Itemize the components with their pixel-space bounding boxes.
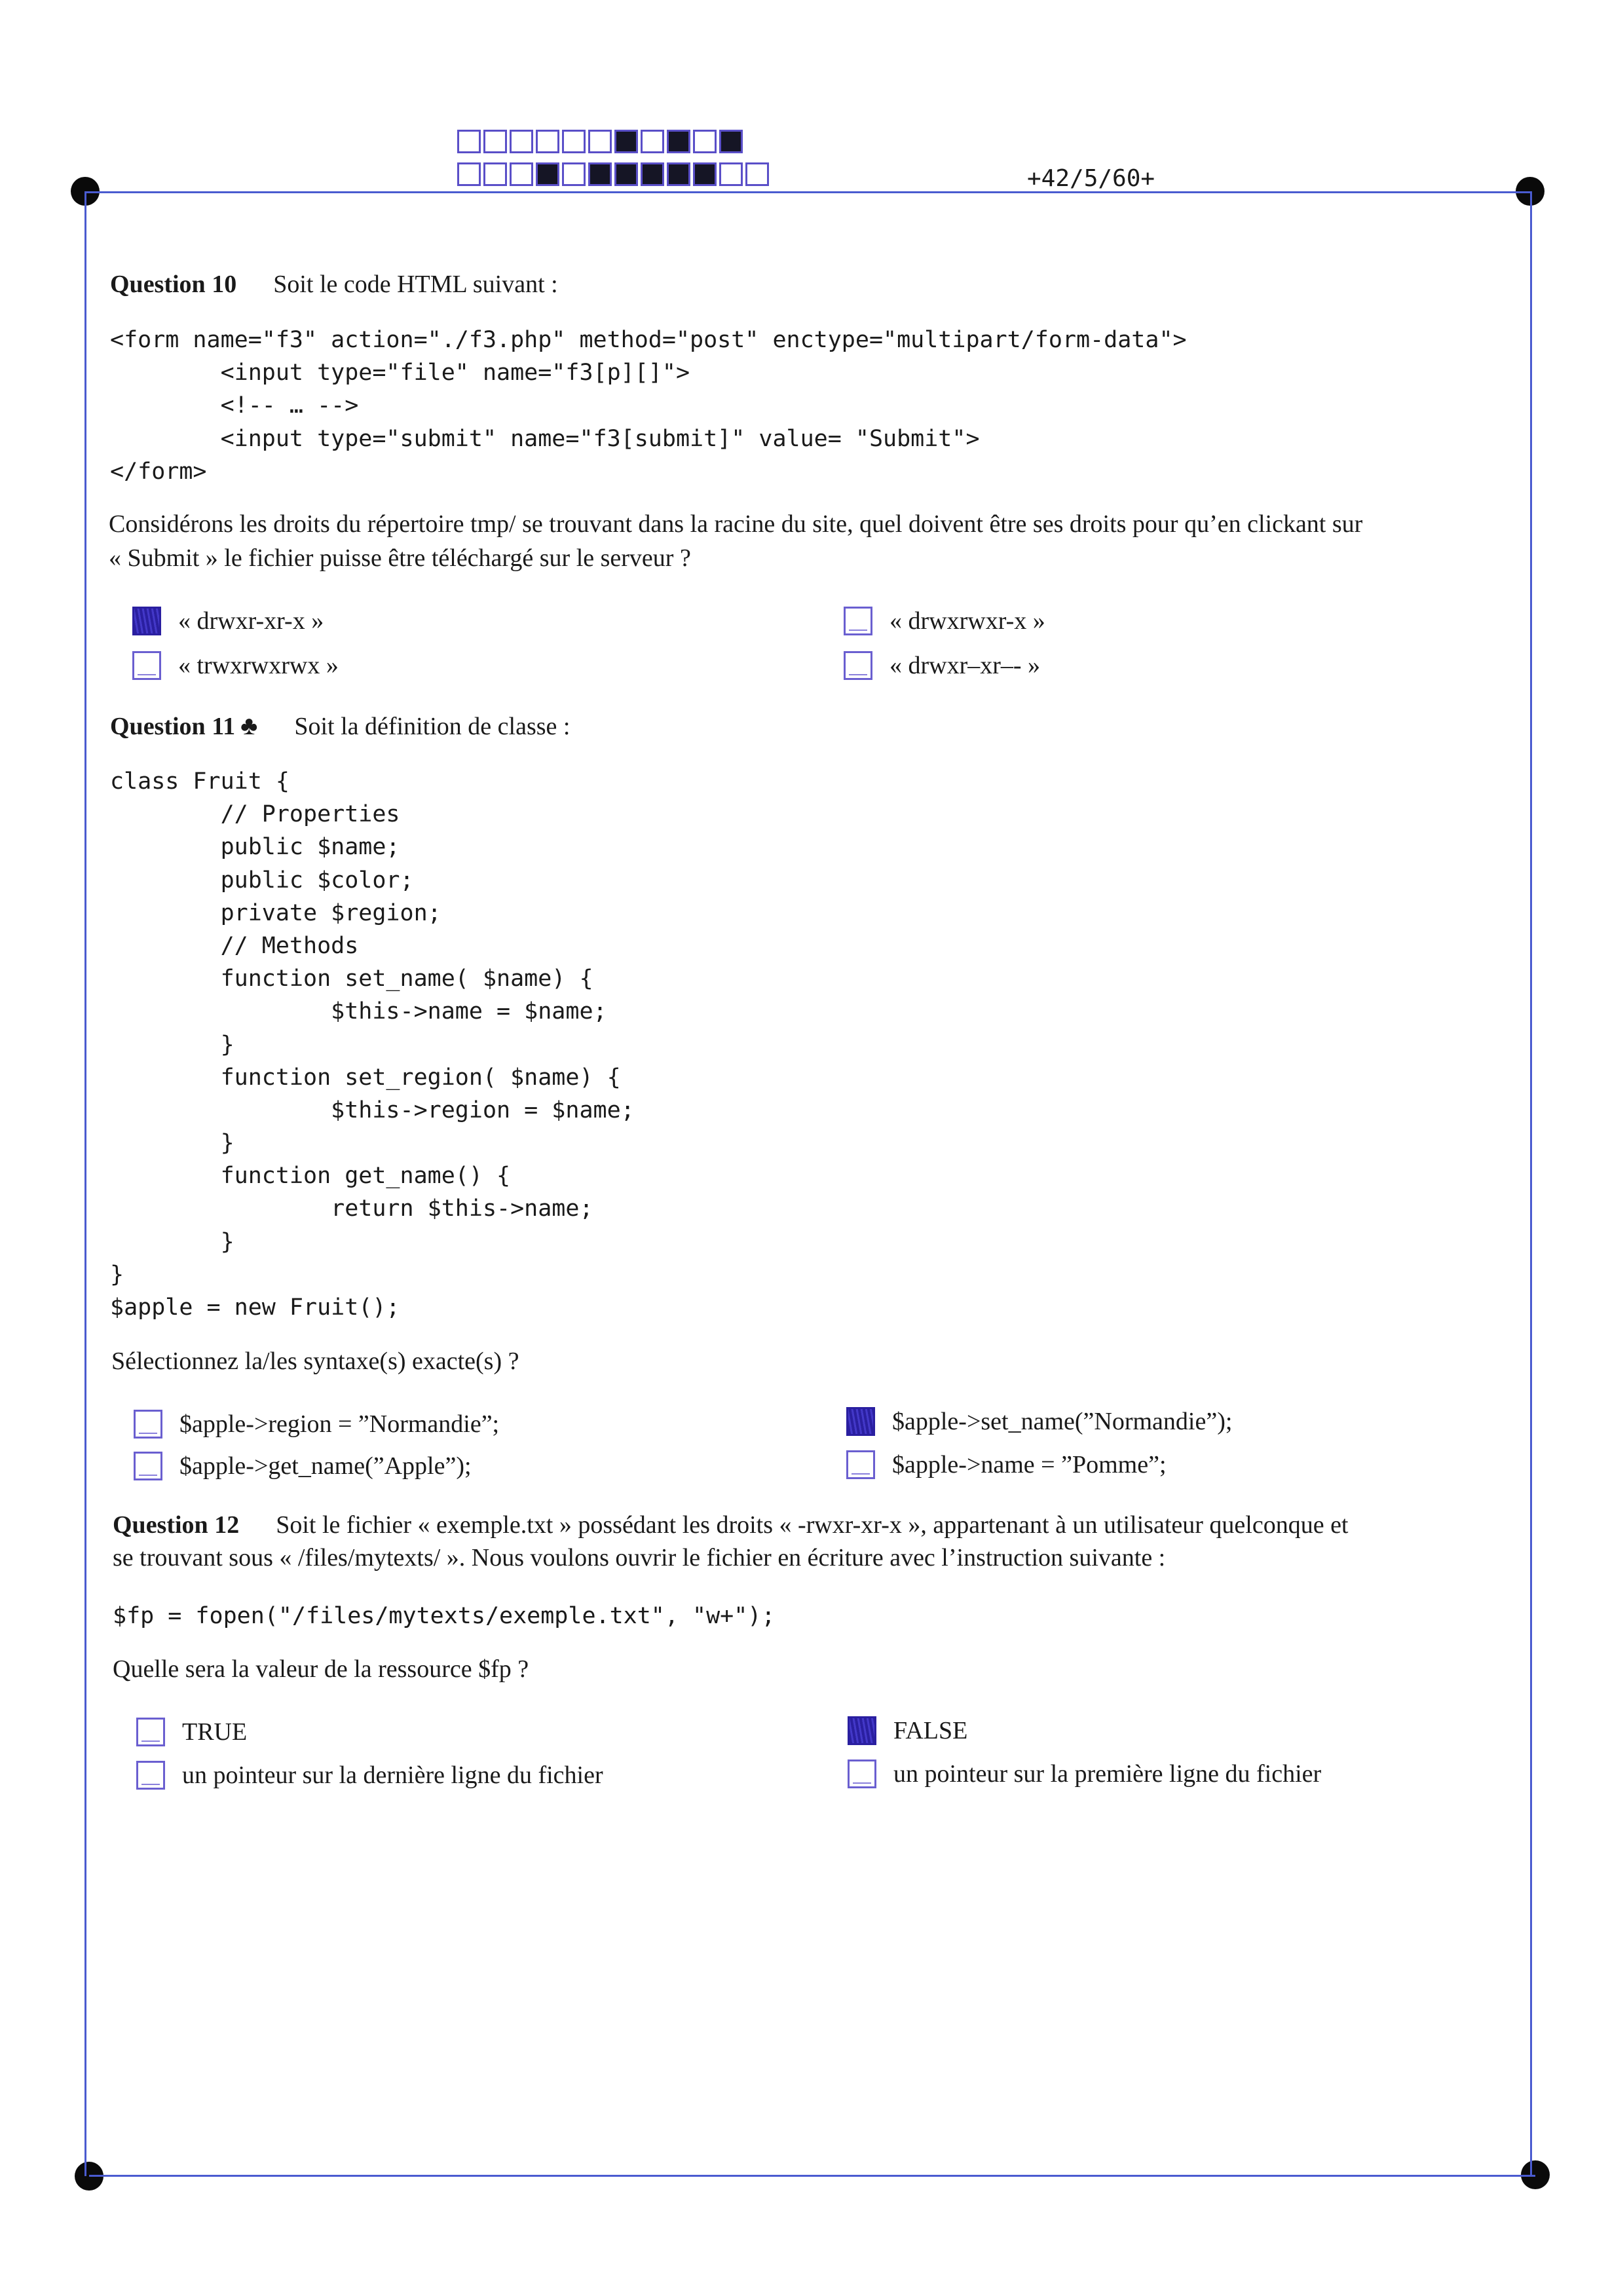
id-cell [667,130,690,153]
code-line: $this->region = $name; [110,1097,635,1123]
q10-choice-b[interactable] [844,607,1045,635]
choice-label: un pointeur sur la première ligne du fichier [893,1760,1322,1788]
id-cell [667,162,690,186]
code-line: $this->name = $name; [110,998,607,1025]
checkbox[interactable] [848,1716,876,1745]
id-grid-row-1 [457,130,745,153]
question-label: Question 10 [110,271,237,298]
code-line: $fp = fopen("/files/mytexts/exemple.txt", "w+"); [113,1603,776,1629]
question-11-heading [110,709,570,743]
choice-label: TRUE [182,1718,248,1746]
code-line: function set_region( $name) { [110,1064,621,1091]
choice-label: « drwxr-xr-x » [178,607,324,635]
id-cell [614,130,638,153]
code-line: function set_name( $name) { [110,966,593,992]
code-line: // Properties [110,801,400,828]
question-10-body-line-2: « Submit » le fichier puisse être téléchargé sur le serveur ? [109,544,691,572]
code-line: return $this->name; [110,1195,593,1222]
code-line: </form> [110,458,207,485]
id-cell [745,162,769,186]
id-cell [719,130,743,153]
question-12-code [113,1600,775,1632]
question-10-code [110,324,1187,488]
q12-choice-a[interactable] [136,1718,247,1746]
checkbox[interactable] [846,1407,875,1436]
q11-choice-b[interactable] [846,1407,1232,1436]
choice-label: « drwxrwxr-x » [889,607,1045,635]
choice-label: $apple->get_name(”Apple”); [179,1452,472,1480]
code-line: $apple = new Fruit(); [110,1294,400,1321]
id-cell [641,162,664,186]
id-grid-row-2 [457,162,772,186]
checkbox[interactable] [132,607,161,635]
frame-top [86,191,1531,193]
q10-choice-d[interactable] [844,651,1040,680]
checkbox[interactable] [136,1718,165,1746]
id-cell [693,162,717,186]
choice-label: « trwxrwxrwx » [178,652,339,679]
q10-choice-c[interactable] [132,651,339,680]
question-prompt-line-1: Soit le fichier « exemple.txt » possédant les droits « -rwxr-xr-x », appartenant à un utilisateur quelconque et [276,1511,1349,1539]
checkbox[interactable] [136,1761,165,1790]
code-line: <form name="f3" action="./f3.php" method="post" enctype="multipart/form-data"> [110,327,1187,353]
q12-choice-c[interactable] [136,1761,603,1790]
choice-label: FALSE [893,1717,968,1744]
id-cell [510,162,533,186]
question-12-question: Quelle sera la valeur de la ressource $fp ? [113,1655,529,1683]
q11-choice-d[interactable] [846,1450,1167,1479]
club-icon: ♣ [240,711,258,740]
choice-label: $apple->set_name(”Normandie”); [892,1408,1233,1435]
id-cell [536,130,559,153]
question-12-heading [113,1508,1349,1542]
id-cell [588,130,612,153]
checkbox[interactable] [134,1452,162,1480]
checkbox[interactable] [134,1410,162,1439]
choice-label: « drwxr–xr–- » [889,652,1041,679]
code-line: public $name; [110,834,400,861]
question-11-code [110,765,635,1324]
frame-left [84,191,86,2176]
page-code: +42/5/60+ [1027,165,1155,192]
code-line: } [110,1228,234,1255]
id-cell [457,162,481,186]
checkbox[interactable] [846,1450,875,1479]
id-cell [510,130,533,153]
q11-choice-c[interactable] [134,1452,472,1480]
code-line: private $region; [110,899,441,926]
question-12-prompt-line-2: se trouvant sous « /files/mytexts/ ». Nous voulons ouvrir le fichier en écriture avec l’instruction suivante : [113,1544,1166,1571]
question-10-body-line-1: Considérons les droits du répertoire tmp/ se trouvant dans la racine du site, quel doivent être ses droits pour qu’en clickant sur [109,510,1363,538]
id-cell [614,162,638,186]
checkbox[interactable] [848,1760,876,1788]
q12-choice-b[interactable] [848,1716,967,1745]
code-line: <input type="file" name="f3[p][]"> [110,360,690,386]
question-10-heading [110,267,558,301]
code-line: function get_name() { [110,1163,511,1190]
question-prompt: Soit la définition de classe : [294,713,571,740]
code-line: <input type="submit" name="f3[submit]" value= "Submit"> [110,425,980,452]
id-cell [483,130,507,153]
code-line: } [110,1031,234,1058]
choice-label: $apple->name = ”Pomme”; [892,1451,1167,1478]
code-line: // Methods [110,932,359,959]
code-line: public $color; [110,867,414,894]
id-cell [693,130,717,153]
id-cell [536,162,559,186]
code-line: class Fruit { [110,768,290,795]
question-label: Question 11 [110,713,236,740]
id-cell [562,130,586,153]
id-cell [562,162,586,186]
id-cell [483,162,507,186]
checkbox[interactable] [844,651,872,680]
question-prompt: Soit le code HTML suivant : [273,271,558,298]
frame-right [1530,191,1532,2176]
q10-choice-a[interactable] [132,607,324,635]
frame-bottom [89,2175,1535,2177]
checkbox[interactable] [844,607,872,635]
question-label: Question 12 [113,1511,240,1539]
q12-choice-d[interactable] [848,1760,1321,1788]
question-11-question: Sélectionnez la/les syntaxe(s) exacte(s) ? [111,1347,519,1375]
choice-label: $apple->region = ”Normandie”; [179,1410,500,1438]
id-cell [588,162,612,186]
choice-label: un pointeur sur la dernière ligne du fichier [182,1761,603,1789]
q11-choice-a[interactable] [134,1410,499,1439]
code-line: <!-- … --> [110,392,359,419]
checkbox[interactable] [132,651,161,680]
code-line: } [110,1261,124,1288]
id-cell [641,130,664,153]
id-cell [719,162,743,186]
id-cell [457,130,481,153]
code-line: } [110,1130,234,1157]
